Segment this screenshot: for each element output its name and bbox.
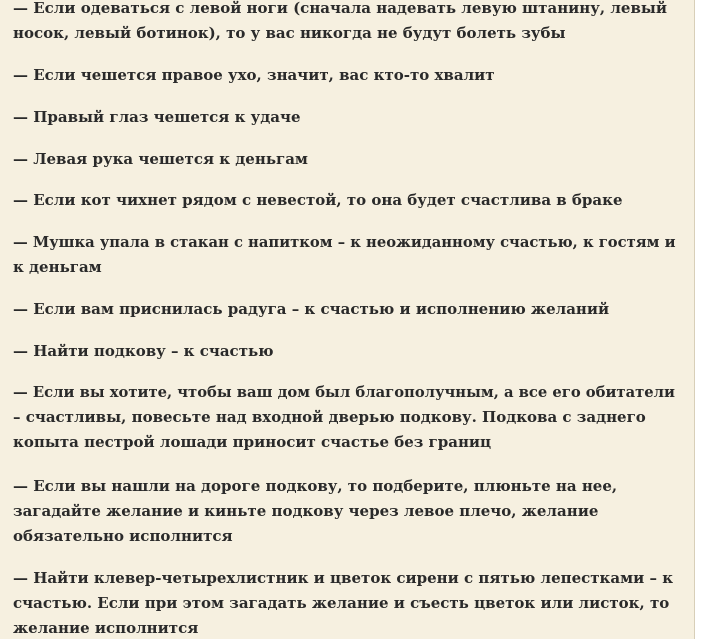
item-line: загадайте желание и киньте подкову через левое плечо, желание bbox=[13, 502, 599, 520]
list-item bbox=[13, 339, 683, 364]
item-line: — Если кот чихнет рядом с невестой, то она будет счастлива в браке bbox=[13, 191, 623, 209]
list-item bbox=[13, 297, 683, 322]
item-line: – счастливы, повесьте над входной дверью подкову. Подкова с заднего bbox=[13, 408, 646, 426]
item-line: — Левая рука чешется к деньгам bbox=[13, 150, 308, 168]
list-item bbox=[13, 474, 683, 549]
item-line: — Если вы хотите, чтобы ваш дом был благополучным, а все его обитатели bbox=[13, 384, 675, 401]
item-line: — Найти подкову – к счастью bbox=[13, 342, 274, 360]
item-line: — Правый глаз чешется к удаче bbox=[13, 108, 301, 126]
item-line: — Если вы нашли на дороге подкову, то подберите, плюньте на нее, bbox=[13, 477, 618, 495]
item-line: копыта пестрой лошади приносит счастье без границ bbox=[13, 433, 492, 451]
item-line: — Если чешется правое ухо, значит, вас кто-то хвалит bbox=[13, 66, 495, 84]
list-item bbox=[13, 230, 683, 280]
item-line: к деньгам bbox=[13, 258, 102, 276]
item-line: счастью. Если при этом загадать желание и съесть цветок или листок, то bbox=[13, 594, 670, 612]
item-line: — Найти клевер-четырехлистник и цветок сирени с пятью лепестками – к bbox=[13, 569, 674, 587]
list-item bbox=[13, 188, 683, 213]
list-item bbox=[13, 380, 683, 455]
item-line: обязательно исполнится bbox=[13, 527, 233, 545]
item-line: — Мушка упала в стакан с напитком – к неожиданному счастью, к гостям и bbox=[13, 234, 676, 251]
item-line: носок, левый ботинок), то у вас никогда не будут болеть зубы bbox=[13, 24, 566, 42]
item-line: желание исполнится bbox=[13, 619, 199, 637]
list-item bbox=[13, 0, 683, 46]
list-item bbox=[13, 105, 683, 130]
item-line: — Если одеваться с левой ноги (сначала надевать левую штанину, левый bbox=[13, 0, 668, 17]
item-line: — Если вам приснилась радуга – к счастью и исполнению желаний bbox=[13, 300, 610, 318]
list-item bbox=[13, 147, 683, 172]
list-item bbox=[13, 566, 683, 639]
list-item bbox=[13, 63, 683, 88]
